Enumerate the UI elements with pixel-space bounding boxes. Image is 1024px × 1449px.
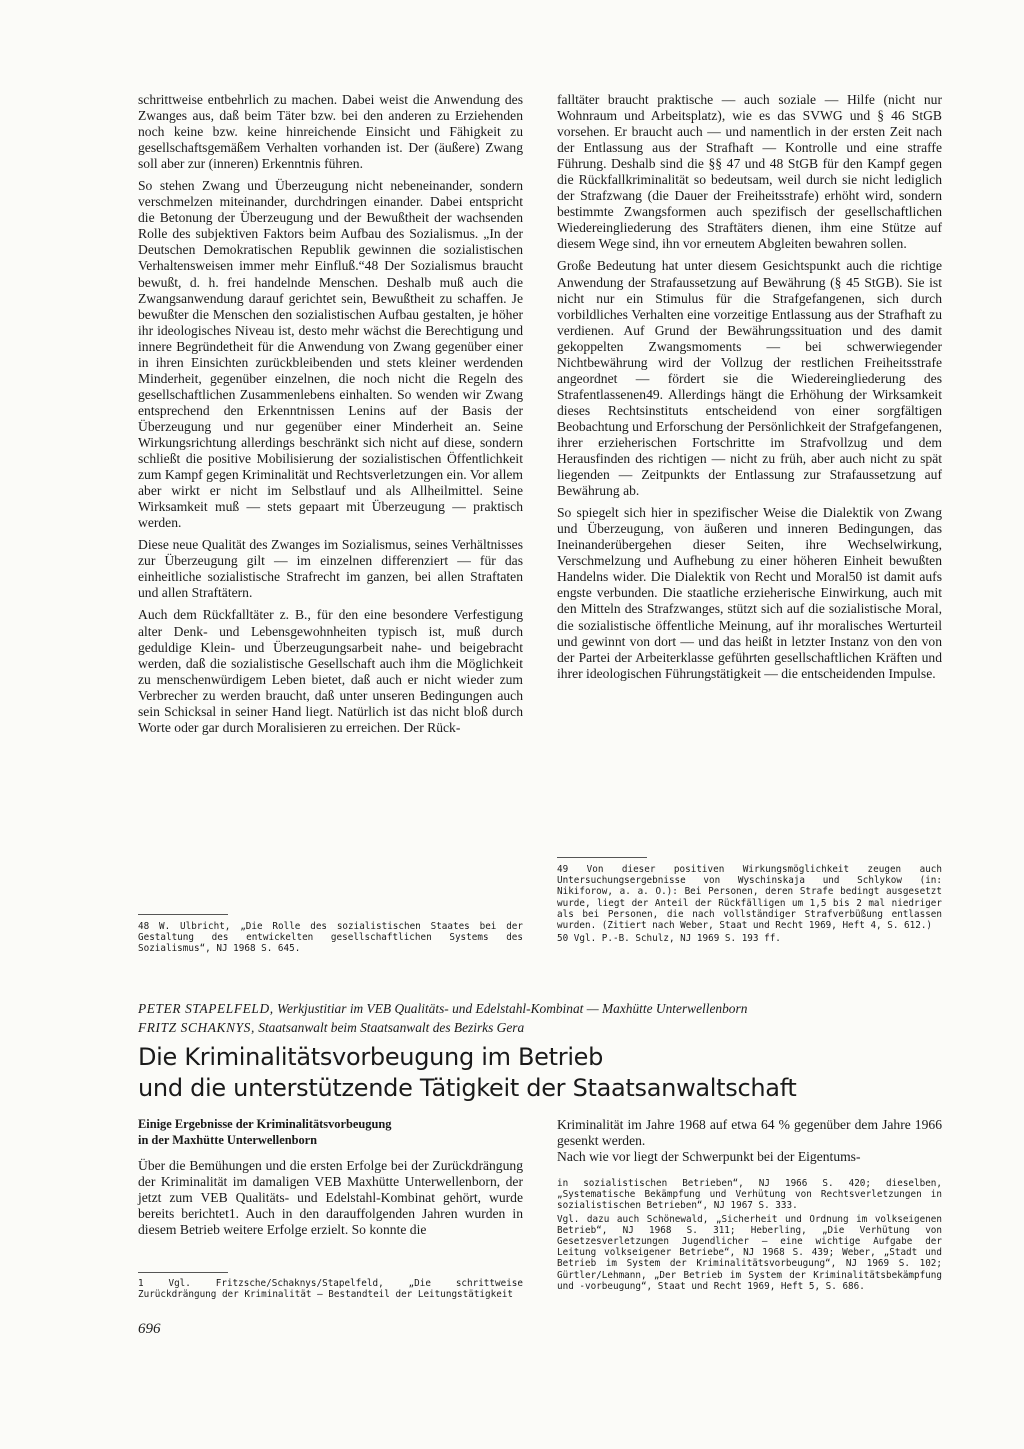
paragraph: Kriminalität im Jahre 1968 auf etwa 64 % gegenüber dem Jahre 1966 gesenkt werden. <box>557 1117 942 1149</box>
footnote: 48 W. Ulbricht, „Die Rolle des sozialistischen Staates bei der Gestaltung des entwickelten gesellschaftlichen Systems des Sozialismus“, NJ 1968 S. 645. <box>138 921 523 955</box>
paragraph: So stehen Zwang und Überzeugung nicht nebeneinander, sondern verschmelzen miteinander, durchdringen einander. Dabei entspricht die Betonung der Überzeugung und der Bewußtheit der wachsenden Rolle des subjektiven Faktors beim Aufbau des Sozialismus. „In der Deutschen Demokratischen Republik gewinnen die sozialistischen Verhaltensweisen immer mehr Einfluß.“48 Der Sozialismus braucht bewußt, d. h. frei handelnde Menschen. Deshalb muß auch die Zwangsanwendung darauf gerichtet sein, Bewußtheit zu schaffen. Je bewußter die Menschen den sozialistischen Aufbau gestalten, je höher ihr ideologisches Niveau ist, desto mehr wächst die Berechtigung und innere Begründetheit für die Anwendung von Zwang gegenüber einer in ihren Einsichten zurückbleibenden und stets kleiner werdenden Minderheit, gegenüber einzelnen, die noch nicht die Regeln des gesellschaftlichen Zusammenlebens einhalten. So wenden wir Zwang entsprechend den Erkenntnissen Lenins auf der Basis der Überzeugung und nur gegenüber einer Minderheit an. Seine Wirkungsrichtung allerdings beschränkt sich nicht auf diese, sondern schließt die positive Mobilisierung der sozialistischen Öffentlichkeit zum Kampf gegen Kriminalität und Rechtsverletzungen ein. Vor allem aber wirkt er nicht im Selbstlauf und als Allheilmittel. Seine Wirksamkeit muß — stets gepaart mit Überzeugung — praktisch werden. <box>138 178 523 531</box>
article-footnotes-right <box>557 1178 942 1294</box>
footnote: 49 Von dieser positiven Wirkungsmöglichkeit zeugen auch Untersuchungsergebnisse von Wyschinskaja und Schlykow (in: Nikiforow, a. a. O.): Bei Personen, deren Strafe bedingt ausgesetzt wurde, liegt der Anteil der Rückfälligen um 1,5 bis 2 mal niedriger als bei Personen, die nach vollständiger Strafverbüßung entlassen wurden. (Zitiert nach Weber, Staat und Recht 1969, Heft 4, S. 612.) <box>557 864 942 932</box>
paragraph: falltäter braucht praktische — auch soziale — Hilfe (nicht nur Wohnraum und Arbeitsplatz), wie es das SVWG und § 46 StGB vorsehen. Er braucht auch — und namentlich in der ersten Zeit nach der Entlassung aus der Strafhaft — Kontrolle und eine straffe Führung. Deshalb sind die §§ 47 und 48 StGB für den Kampf gegen die Rückfallkriminalität so bedeutsam, weil durch sie nicht lediglich der Strafzwang (die Dauer der Freiheitsstrafe) erhöht wird, sondern bestimmte Zwangsformen auch spezifisch der gesellschaftlichen Wiedereingliederung des Straftäters dienen, ihm eine Stütze auf diesem Wege sind, ihn vor erneutem Abgleiten bewahren sollen. <box>557 92 942 252</box>
paragraph: So spiegelt sich hier in spezifischer Weise die Dialektik von Zwang und Überzeugung, von äußeren und inneren Bedingungen, das Ineinanderübergehen dieser Seiten, ihre Wechselwirkung, Verschmelzung und Aufhebung zu einer höheren Einheit bewußten Handelns wider. Die Dialektik von Recht und Moral50 ist damit aufs engste verbunden. Die staatliche erzieherische Einwirkung, auch mit den Mitteln des Strafzwanges, stützt sich auf die sozialistische Moral, die sozialistische öffentliche Meinung, auf ihr moralisches Werturteil und gewinnt von dort — und das heißt in letzter Instanz von den von der Partei der Arbeiterklasse geführten gesellschaftlichen Kräften und ihrer ideologischen Führungstätigkeit — die entscheidenden Impulse. <box>557 505 942 681</box>
paragraph: Diese neue Qualität des Zwanges im Sozialismus, seines Verhältnisses zur Überzeugung gilt — im einzelnen differenziert — für das einheitliche sozialistische Strafrecht im ganzen, bei allen Straftaten und allen Straftätern. <box>138 537 523 601</box>
article-left-column: Über die Bemühungen und die ersten Erfolge bei der Zurückdrängung der Kriminalität im damaligen VEB Maxhütte Unterwellenborn, der jetzt zum VEB Qualitäts- und Edelstahl-Kombinat gehört, wurde bereits berichtet1. Auch in den darauffolgenden Jahren wurden in diesem Betrieb weitere Erfolge erzielt. So konnte die <box>138 1158 523 1238</box>
left-text-column <box>138 92 523 742</box>
author-role: Staatsanwalt beim Staatsanwalt des Bezirks Gera <box>258 1020 525 1035</box>
footnote-divider <box>557 857 647 858</box>
headline-line: Die Kriminalitätsvorbeugung im Betrieb <box>138 1043 604 1071</box>
author-line <box>138 1018 958 1037</box>
author-line <box>138 999 958 1018</box>
paragraph: schrittweise entbehrlich zu machen. Dabei weist die Anwendung des Zwanges aus, daß beim Täter bzw. bei den anderen zu Erziehenden noch keine bzw. keine hinreichende Einsicht und Fähigkeit zu gesellschaftsgemäßem Verhalten vorhanden ist. Der (äußere) Zwang soll aber zur (inneren) Erkenntnis führen. <box>138 92 523 172</box>
article-right-column <box>557 1117 942 1165</box>
paragraph: Auch dem Rückfalltäter z. B., für den eine besondere Verfestigung alter Denk- und Lebensgewohnheiten typisch ist, muß durch geduldige Klein- und Überzeugungsarbeit nahe- und beigebracht werden, daß die sozialistische Gesellschaft auch ihm die Möglichkeit zu menschenwürdigem Leben bietet, daß auch er nicht wieder zum Verbrecher zu werden braucht, daß unter unseren Bedingungen auch sein Schicksal in seiner Hand liegt. Natürlich ist das nicht bloß durch Worte oder gar durch Moralisieren zu erreichen. Der Rück- <box>138 607 523 735</box>
subheading-line: in der Maxhütte Unterwellenborn <box>138 1133 318 1147</box>
section-subheading <box>138 1116 523 1148</box>
paragraph: Große Bedeutung hat unter diesem Gesichtspunkt auch die richtige Anwendung der Strafaussetzung auf Bewährung (§ 45 StGB). Sie ist nicht nur ein Stimulus für die Strafgefangenen, sich durch vorbildliches Verhalten eine vorzeitige Entlassung aus der Strafhaft zu verdienen. Auf Grund der Bewährungssituation und des damit gekoppelten Zwangsmoments — bei schwerwiegender Nichtbewährung wird der Vollzug der restlichen Freiheitsstrafe angeordnet — fördert sie die Wiedereingliederung des Strafentlassenen49. Allerdings hängt die Erhöhung der Wirksamkeit dieses Rechtsinstituts entscheidend von einer sorgfältigen Beobachtung und Erforschung der Persönlichkeit der Strafgefangenen, ihrer erzieherischen Fortschritte im Strafvollzug und dem Herausfinden des richtigen — nicht zu früh, aber auch nicht zu spät liegenden — Zeitpunkts der Entlassung zur Strafaussetzung auf Bewährung ab. <box>557 258 942 499</box>
article-headline <box>138 1042 958 1104</box>
author-role: Werkjustitiar im VEB Qualitäts- und Edelstahl-Kombinat — Maxhütte Unterwellenborn <box>277 1001 748 1016</box>
author-name: PETER STAPELFELD, <box>138 1001 274 1016</box>
footnotes-right <box>557 864 942 946</box>
footnotes-left <box>138 921 523 957</box>
headline-line: und die unterstützende Tätigkeit der Staatsanwaltschaft <box>138 1074 797 1102</box>
article-footnote-left: 1 Vgl. Fritzsche/Schaknys/Stapelfeld, „Die schrittweise Zurückdrängung der Kriminalität — Bestandteil der Leitungstätigkeit <box>138 1278 523 1301</box>
author-lines <box>138 999 958 1037</box>
author-name: FRITZ SCHAKNYS, <box>138 1020 255 1035</box>
page-number: 696 <box>138 1321 161 1337</box>
footnote-divider <box>138 914 228 915</box>
footnote-divider <box>138 1272 228 1273</box>
footnote: Vgl. dazu auch Schönewald, „Sicherheit und Ordnung im volkseigenen Betrieb“, NJ 1968 S. 311; Heberling, „Die Verhütung von Gesetzesverletzungen Jugendlicher — eine wichtige Aufgabe der Leitung volkseigener Betriebe“, NJ 1968 S. 439; Weber, „Stadt und Betrieb im System der Kriminalitätsvorbeugung“, NJ 1969 S. 102; Gürtler/Lehmann, „Der Betrieb im System der Kriminalitätsbekämpfung und -vorbeugung“, Staat und Recht 1969, Heft 5, S. 686. <box>557 1213 942 1292</box>
footnote: in sozialistischen Betrieben“, NJ 1966 S. 420; dieselben, „Systematische Bekämpfung und Verhütung von Rechtsverletzungen in sozialistischen Betrieben“, NJ 1967 S. 333. <box>557 1178 942 1212</box>
subheading-line: Einige Ergebnisse der Kriminalitätsvorbeugung <box>138 1117 392 1131</box>
footnote: 50 Vgl. P.-B. Schulz, NJ 1969 S. 193 ff. <box>557 933 781 945</box>
paragraph: Nach wie vor liegt der Schwerpunkt bei der Eigentums- <box>557 1149 861 1165</box>
right-text-column <box>557 92 942 688</box>
